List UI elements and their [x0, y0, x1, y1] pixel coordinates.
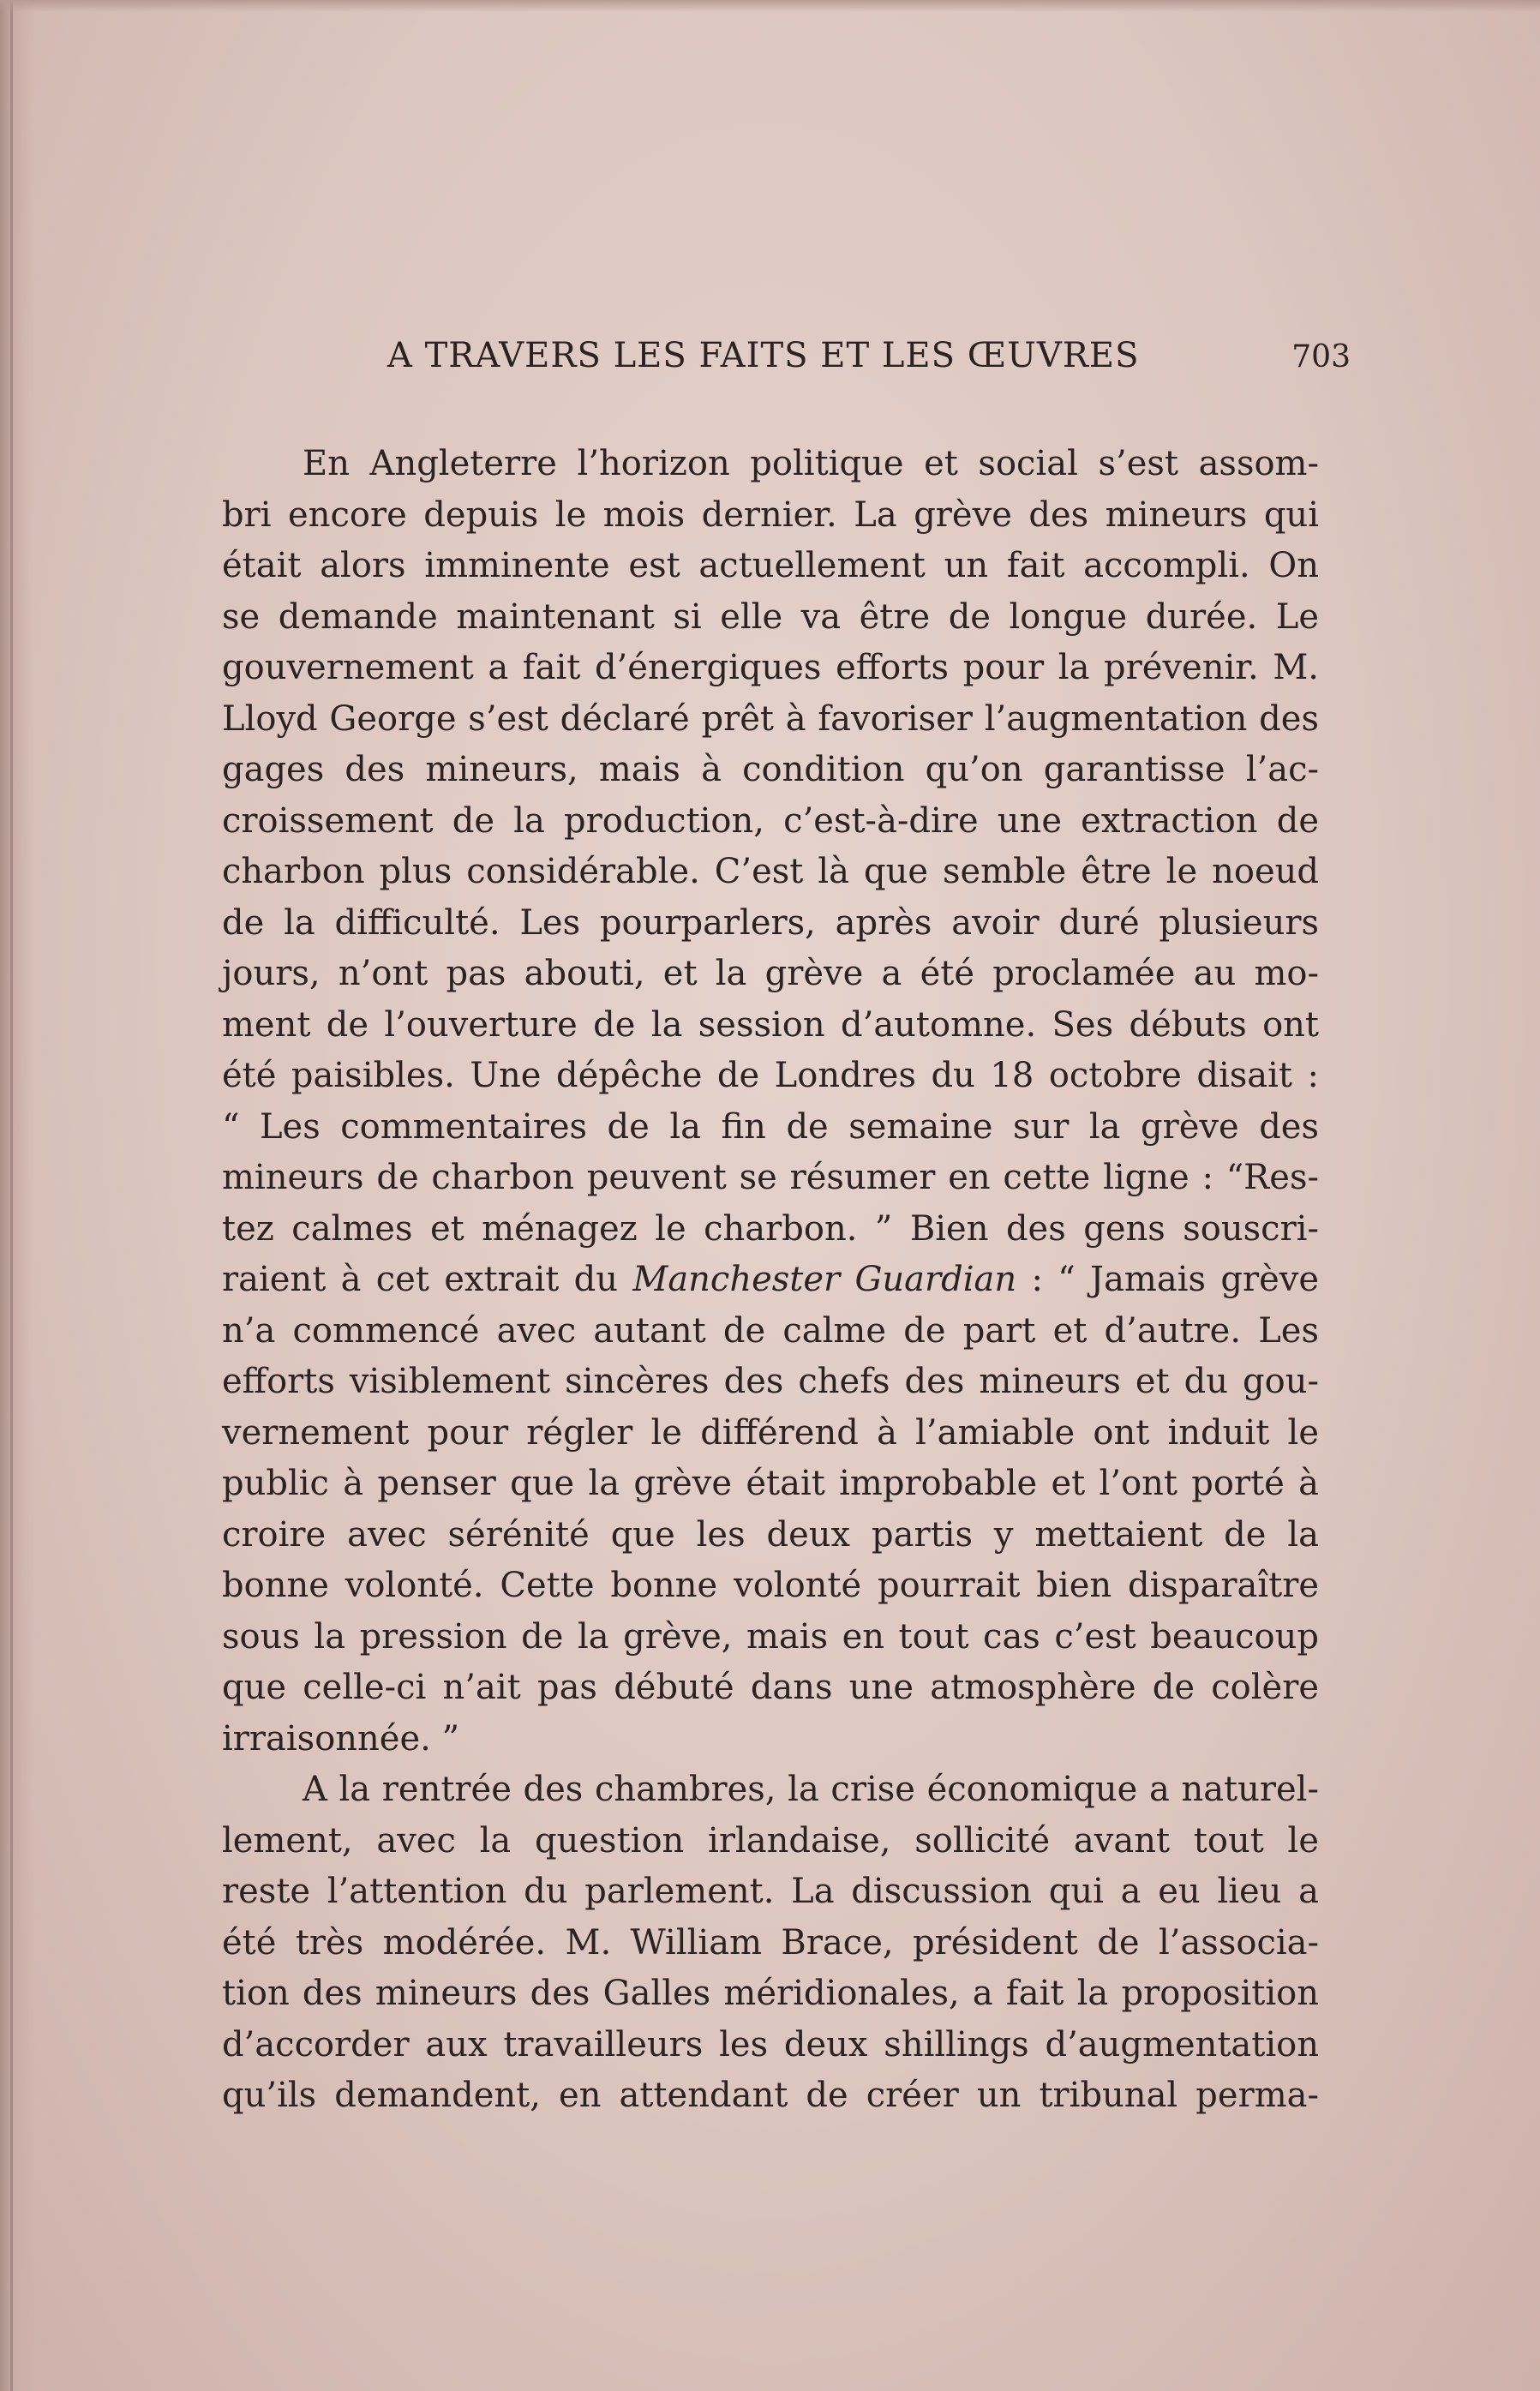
text-line: En Angleterre l’horizon politique et social s’est assom- — [303, 444, 1319, 483]
text-line: était alors imminente est actuellement un fait accompli. On — [222, 546, 1319, 585]
text-line: croissement de la production, c’est-à-dire une extraction de — [222, 800, 1319, 841]
text-line: A la rentrée des chambres, la crise économique a naturel- — [303, 1770, 1319, 1809]
text-line: reste l’attention du parlement. La discussion qui a eu lieu a — [222, 1872, 1319, 1911]
text-line: gouvernement a fait d’énergiques efforts pour la prévenir. M. — [222, 648, 1319, 687]
text-line: tion des mineurs des Galles méridionales, a fait la proposition — [222, 1974, 1319, 2013]
text-line: qu’ils demandent, en attendant de créer un tribunal perma- — [222, 2076, 1319, 2115]
text-line: mineurs de charbon peuvent se résumer en cette ligne : “Res- — [222, 1158, 1319, 1197]
text-fragment: : “ Jamais grève — [1016, 1260, 1320, 1299]
text-line: d’accorder aux travailleurs les deux shillings d’augmentation — [222, 2024, 1319, 2064]
text-line: été paisibles. Une dépêche de Londres du 18 octobre disait : — [222, 1056, 1319, 1095]
text-line: se demande maintenant si elle va être de longue durée. Le — [222, 596, 1319, 637]
gutter-line — [10, 0, 13, 2391]
text-line: irraisonnée. ” — [222, 1718, 460, 1759]
text-line: sous la pression de la grève, mais en tout cas c’est beaucoup — [222, 1616, 1319, 1657]
text-line: ment de l’ouverture de la session d’automne. Ses débuts ont — [222, 1004, 1319, 1045]
text-line: “ Les commentaires de la fin de semaine sur la grève des — [222, 1106, 1319, 1147]
spine-shadow — [0, 0, 34, 2391]
text-line: lement, avec la question irlandaise, sollicité avant tout le — [222, 1820, 1319, 1861]
text-line: n’a commencé avec autant de calme de part et d’autre. Les — [222, 1310, 1319, 1351]
running-title: A TRAVERS LES FAITS ET LES ŒUVRES — [387, 336, 1140, 375]
page-top-edge — [0, 0, 1540, 12]
text-line — [222, 1255, 1319, 1306]
text-line: vernement pour régler le différend à l’amiable ont induit le — [222, 1412, 1319, 1453]
newspaper-title: Manchester Guardian — [632, 1260, 1017, 1299]
text-line: de la difficulté. Les pourparlers, après avoir duré plusieurs — [222, 902, 1319, 943]
text-line: bri encore depuis le mois dernier. La grève des mineurs qui — [222, 494, 1319, 535]
page-number: 703 — [1291, 339, 1351, 375]
text-line: charbon plus considérable. C’est là que semble être le noeud — [222, 852, 1319, 891]
body-text — [222, 439, 1319, 2122]
text-line: bonne volonté. Cette bonne volonté pourrait bien disparaître — [222, 1566, 1319, 1605]
text-line: jours, n’ont pas abouti, et la grève a été proclamée au mo- — [222, 954, 1319, 993]
text-line: tez calmes et ménagez le charbon. ” Bien des gens souscri- — [222, 1208, 1319, 1249]
text-line: efforts visiblement sincères des chefs des mineurs et du gou- — [222, 1362, 1319, 1401]
text-line: Lloyd George s’est déclaré prêt à favoriser l’augmentation des — [222, 698, 1319, 739]
text-line: gages des mineurs, mais à condition qu’on garantisse l’ac- — [222, 750, 1319, 789]
text-fragment: raient à cet extrait du — [222, 1260, 633, 1299]
text-line: croire avec sérénité que les deux partis y mettaient de la — [222, 1514, 1319, 1555]
text-line: que celle-ci n’ait pas débuté dans une atmosphère de colère — [222, 1668, 1319, 1707]
text-line: été très modérée. M. William Brace, président de l’associa- — [222, 1922, 1319, 1963]
text-line: public à penser que la grève était improbable et l’ont porté à — [222, 1464, 1319, 1503]
